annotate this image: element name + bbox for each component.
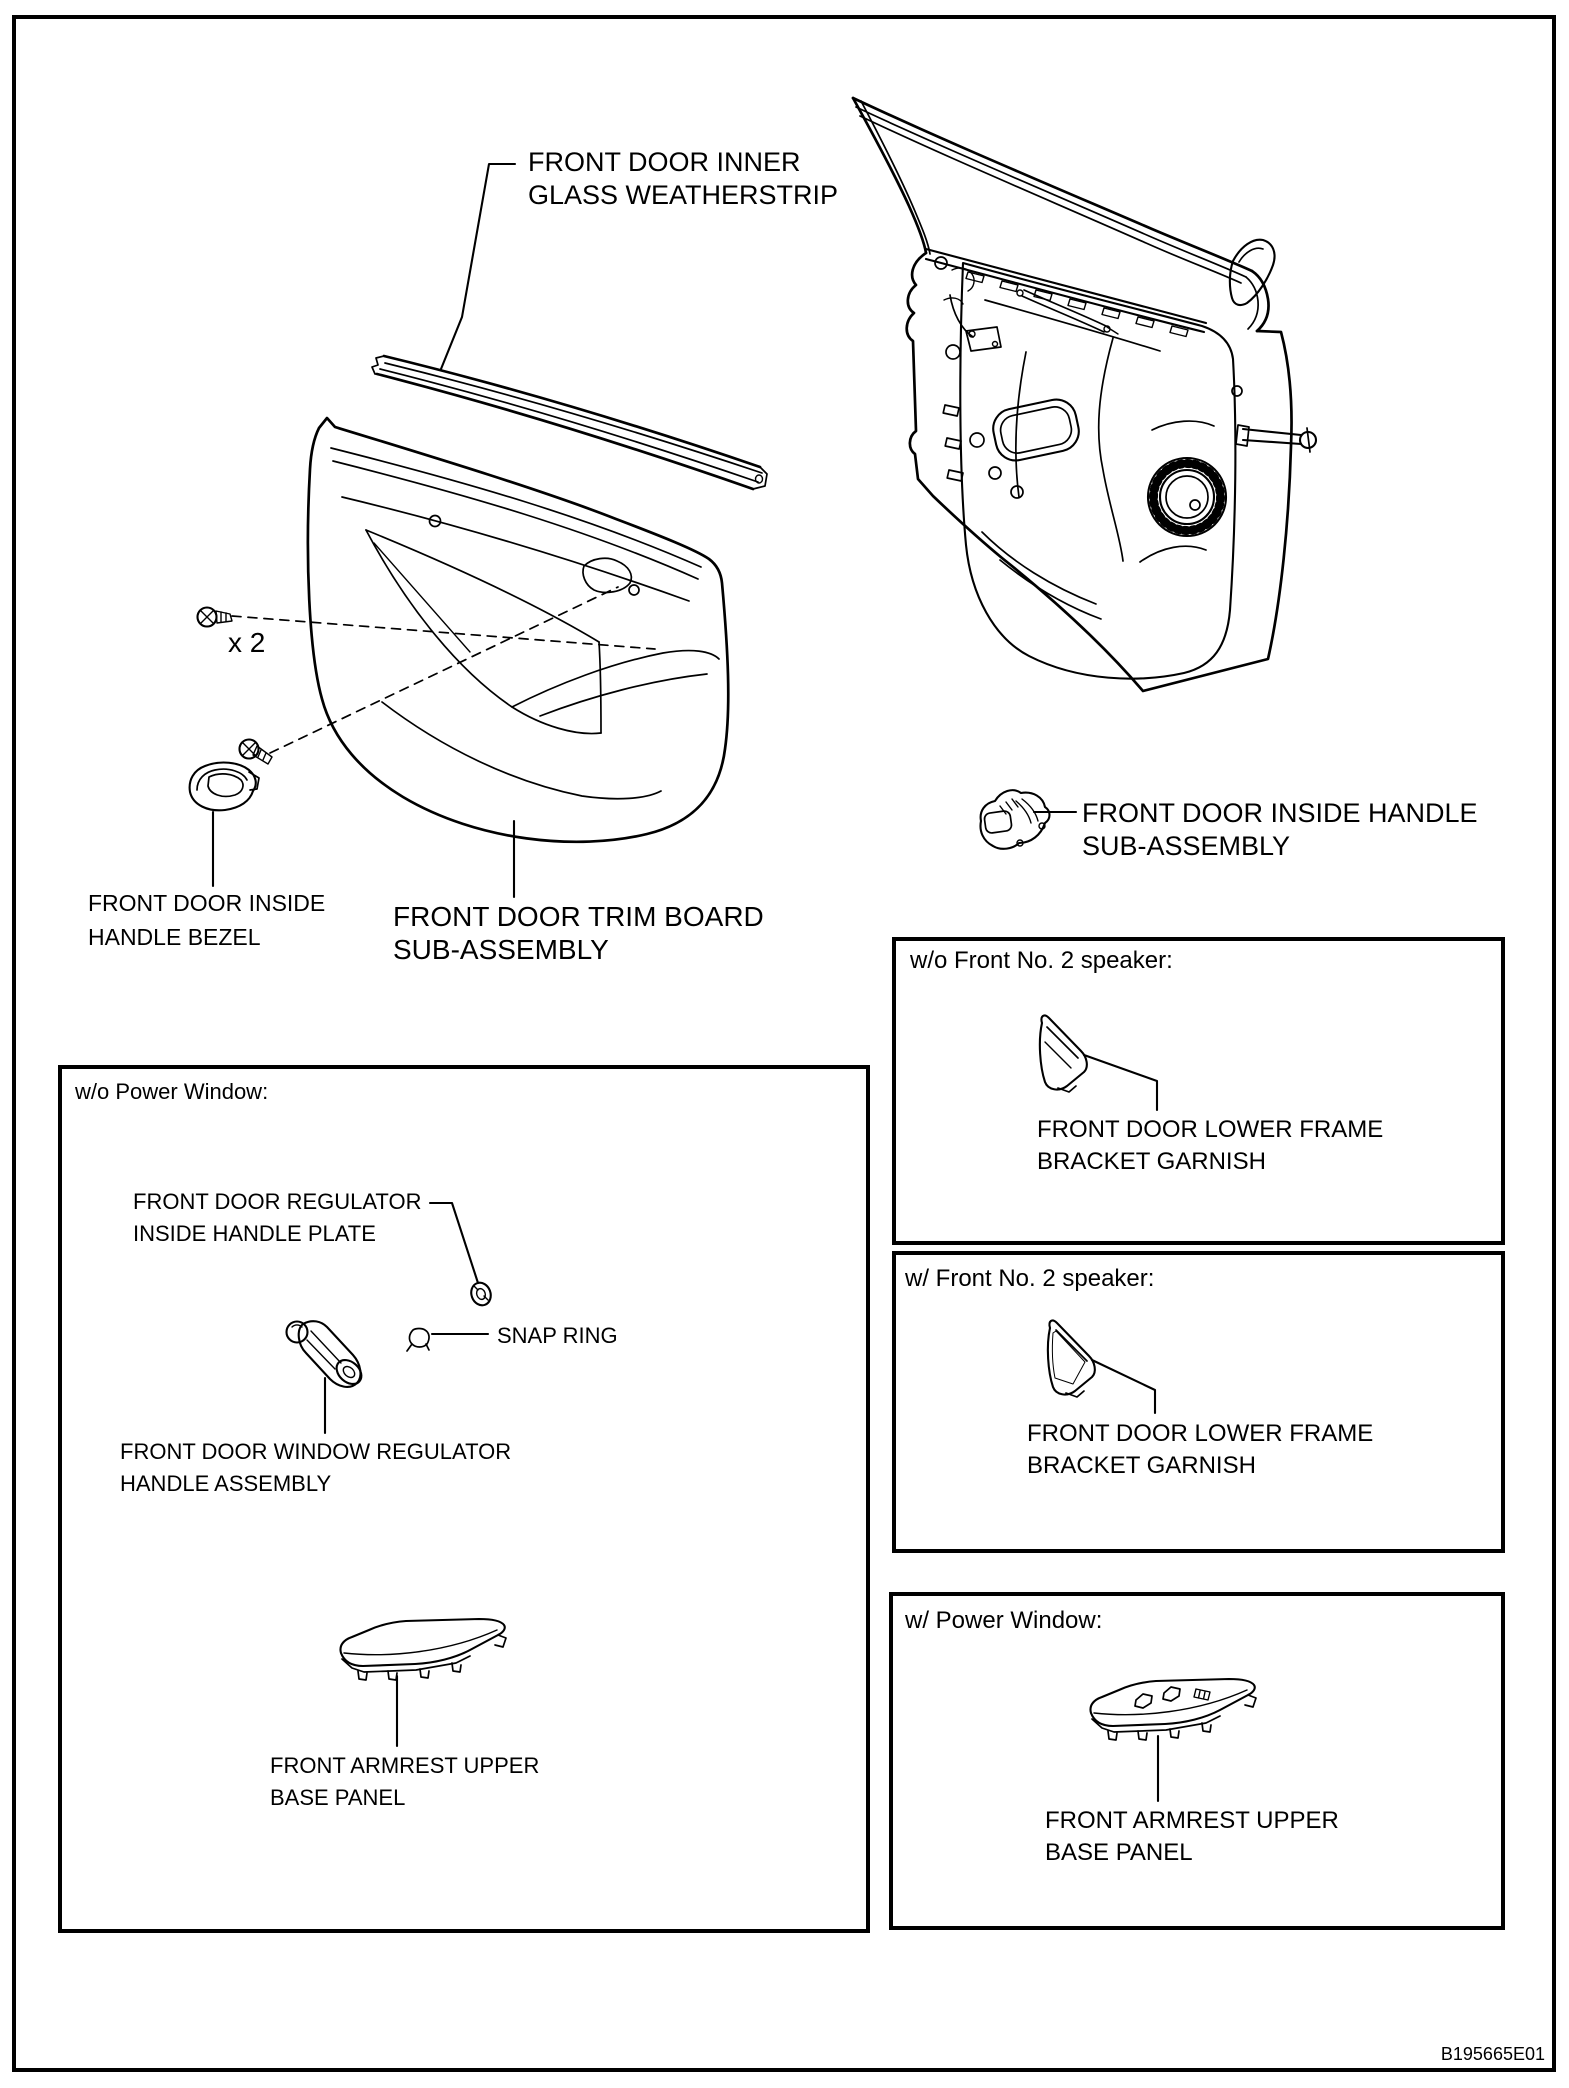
label-snap-ring: SNAP RING bbox=[497, 1323, 618, 1348]
inside-handle-part bbox=[981, 790, 1050, 849]
label-regulator-handle-line2: HANDLE ASSEMBLY bbox=[120, 1471, 332, 1496]
label-garnish-speaker-line2: BRACKET GARNISH bbox=[1027, 1452, 1256, 1479]
weatherstrip-part bbox=[372, 356, 767, 489]
label-bezel-line2: HANDLE BEZEL bbox=[88, 924, 261, 950]
label-weatherstrip-line1: FRONT DOOR INNER bbox=[528, 147, 801, 177]
label-regulator-plate-line1: FRONT DOOR REGULATOR bbox=[133, 1189, 422, 1214]
label-armrest-line1: FRONT ARMREST UPPER bbox=[270, 1753, 540, 1778]
label-trim-board-line2: SUB-ASSEMBLY bbox=[393, 934, 609, 965]
label-garnish-without-speaker bbox=[1037, 1114, 1383, 1178]
label-regulator-handle bbox=[120, 1436, 511, 1500]
label-armrest-power-panel bbox=[1045, 1805, 1339, 1869]
label-regulator-plate bbox=[133, 1186, 421, 1250]
figure-code: B195665E01 bbox=[1440, 2044, 1545, 2064]
label-inside-handle bbox=[1082, 797, 1478, 863]
label-screw-count: x 2 bbox=[228, 627, 266, 658]
option-box-with-speaker bbox=[892, 1251, 1505, 1553]
inside-handle-bezel-part bbox=[190, 763, 259, 811]
label-garnish-line2: BRACKET GARNISH bbox=[1037, 1148, 1266, 1175]
label-bezel bbox=[88, 886, 325, 954]
option-box-with-power-window bbox=[889, 1592, 1505, 1930]
screw-alignment-dashed-line bbox=[270, 587, 618, 753]
label-armrest-base-panel bbox=[270, 1750, 539, 1814]
screw-icon bbox=[198, 608, 233, 627]
label-inside-handle-line1: FRONT DOOR INSIDE HANDLE bbox=[1082, 798, 1478, 828]
label-armrest-power-line1: FRONT ARMREST UPPER bbox=[1045, 1807, 1339, 1834]
label-weatherstrip bbox=[528, 146, 838, 212]
trim-board-part bbox=[308, 418, 728, 842]
screw-icon bbox=[240, 740, 273, 765]
weatherstrip-leader-line bbox=[441, 164, 515, 369]
box-title-with-power-window: w/ Power Window: bbox=[905, 1607, 1103, 1634]
label-regulator-plate-line2: INSIDE HANDLE PLATE bbox=[133, 1221, 376, 1246]
box-title-without-speaker: w/o Front No. 2 speaker: bbox=[910, 947, 1173, 974]
option-box-without-speaker bbox=[892, 937, 1505, 1245]
label-regulator-handle-line1: FRONT DOOR WINDOW REGULATOR bbox=[120, 1439, 512, 1464]
label-garnish-line1: FRONT DOOR LOWER FRAME bbox=[1037, 1116, 1384, 1143]
label-armrest-power-line2: BASE PANEL bbox=[1045, 1839, 1193, 1866]
label-weatherstrip-line2: GLASS WEATHERSTRIP bbox=[528, 180, 839, 210]
label-trim-board bbox=[393, 900, 764, 966]
label-bezel-line1: FRONT DOOR INSIDE bbox=[88, 890, 326, 916]
label-inside-handle-line2: SUB-ASSEMBLY bbox=[1082, 831, 1291, 861]
label-garnish-with-speaker bbox=[1027, 1418, 1373, 1482]
label-armrest-line2: BASE PANEL bbox=[270, 1785, 406, 1810]
box-title-with-speaker: w/ Front No. 2 speaker: bbox=[905, 1265, 1155, 1292]
front-door-shell-illustration bbox=[853, 98, 1316, 691]
label-trim-board-line1: FRONT DOOR TRIM BOARD bbox=[393, 901, 764, 932]
label-garnish-speaker-line1: FRONT DOOR LOWER FRAME bbox=[1027, 1420, 1374, 1447]
box-title-without-power-window: w/o Power Window: bbox=[75, 1079, 269, 1104]
